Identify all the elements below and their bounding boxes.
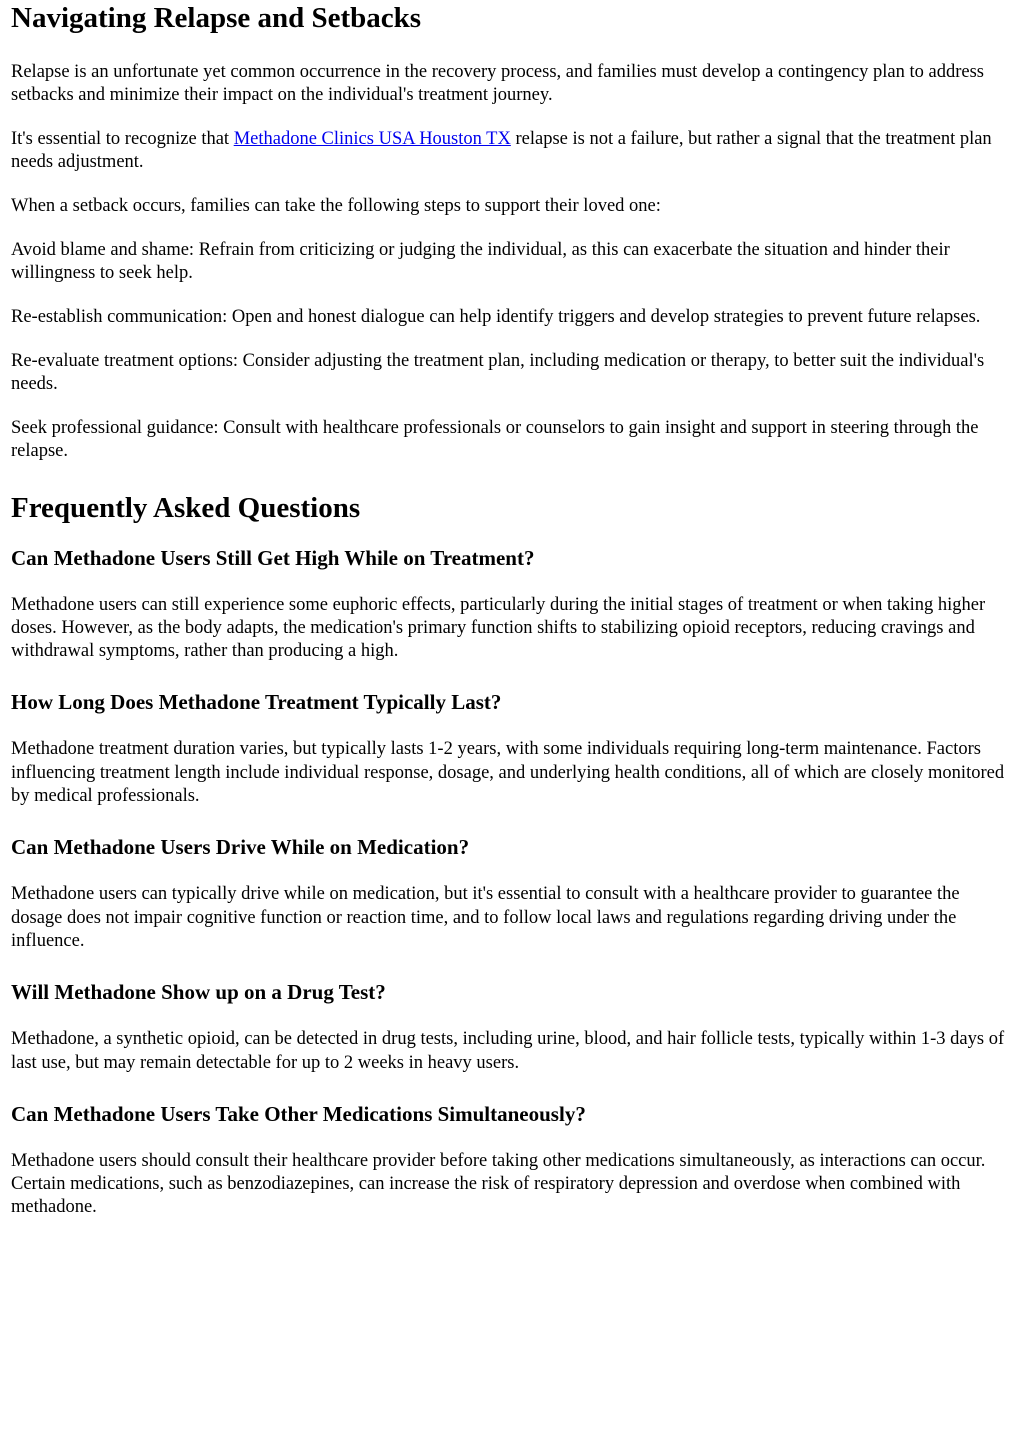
faq-answer: Methadone users can typically drive while on medication, but it's essential to consult with a healthcare provider to guarantee the dosage does not impair cognitive function or reaction time, and to follow local laws and regulations regarding driving under the influence. xyxy=(11,884,960,951)
faq-answer: Methadone users can still experience some euphoric effects, particularly during the initial stages of treatment or when taking higher doses. However, as the body adapts, the medication's primary function shifts to stabilizing opioid receptors, reducing cravings and withdrawal symptoms, rather than producing a high. xyxy=(11,594,986,662)
faq-answer: Methadone treatment duration varies, but typically lasts 1-2 years, with some individuals requiring long-term maintenance. Factors influencing treatment length include individual response, dosage, and underlying health conditions, all of which are closely monitored by medical professionals. xyxy=(11,739,1005,807)
step-reevaluate-treatment: Re-evaluate treatment options: Consider adjusting the treatment plan, including medication or therapy, to better suit the individual's needs. xyxy=(11,350,985,395)
step-avoid-blame: Avoid blame and shame: Refrain from criticizing or judging the individual, as this can exacerbate the situation and hinder their willingness to seek help. xyxy=(11,239,950,284)
recognize-text-after: relapse is not a failure, but rather a signal that the treatment plan needs adjustment. xyxy=(11,129,992,173)
document-page xyxy=(0,1,1024,1446)
section-title-faq: Frequently Asked Questions xyxy=(11,491,361,524)
faq-question: Can Methadone Users Still Get High While on Treatment? xyxy=(11,545,535,570)
step-professional-guidance: Seek professional guidance: Consult with healthcare professionals or counselors to gain insight and support in steering through the relapse. xyxy=(11,417,979,462)
faq-answer: Methadone users should consult their healthcare provider before taking other medications simultaneously, as interactions can occur. Certain medications, such as benzodiazepines, can increase the risk of respiratory depression and overdose when combined with methadone. xyxy=(11,1150,986,1218)
setback-paragraph: When a setback occurs, families can take the following steps to support their loved one: xyxy=(11,196,661,217)
recognize-text-before: It's essential to recognize that xyxy=(11,129,234,150)
section-title-relapse: Navigating Relapse and Setbacks xyxy=(11,2,422,34)
faq-question: Will Methadone Show up on a Drug Test? xyxy=(11,980,386,1005)
methadone-clinics-link[interactable]: Methadone Clinics USA Houston TX xyxy=(233,129,511,150)
recognize-paragraph xyxy=(11,128,1014,175)
faq-question: Can Methadone Users Take Other Medications Simultaneously? xyxy=(11,1101,586,1126)
intro-paragraph: Relapse is an unfortunate yet common occurrence in the recovery process, and families must develop a contingency plan to address setbacks and minimize their impact on the individual's treatment journey. xyxy=(11,62,984,106)
faq-question: Can Methadone Users Drive While on Medication? xyxy=(11,835,470,860)
faq-answer: Methadone, a synthetic opioid, can be detected in drug tests, including urine, blood, and hair follicle tests, typically within 1-3 days of last use, but may remain detectable for up to 2 weeks in heavy users. xyxy=(11,1029,1005,1073)
faq-question: How Long Does Methadone Treatment Typically Last? xyxy=(11,690,502,715)
step-reestablish-communication: Re-establish communication: Open and honest dialogue can help identify triggers and develop strategies to prevent future relapses. xyxy=(11,307,981,328)
